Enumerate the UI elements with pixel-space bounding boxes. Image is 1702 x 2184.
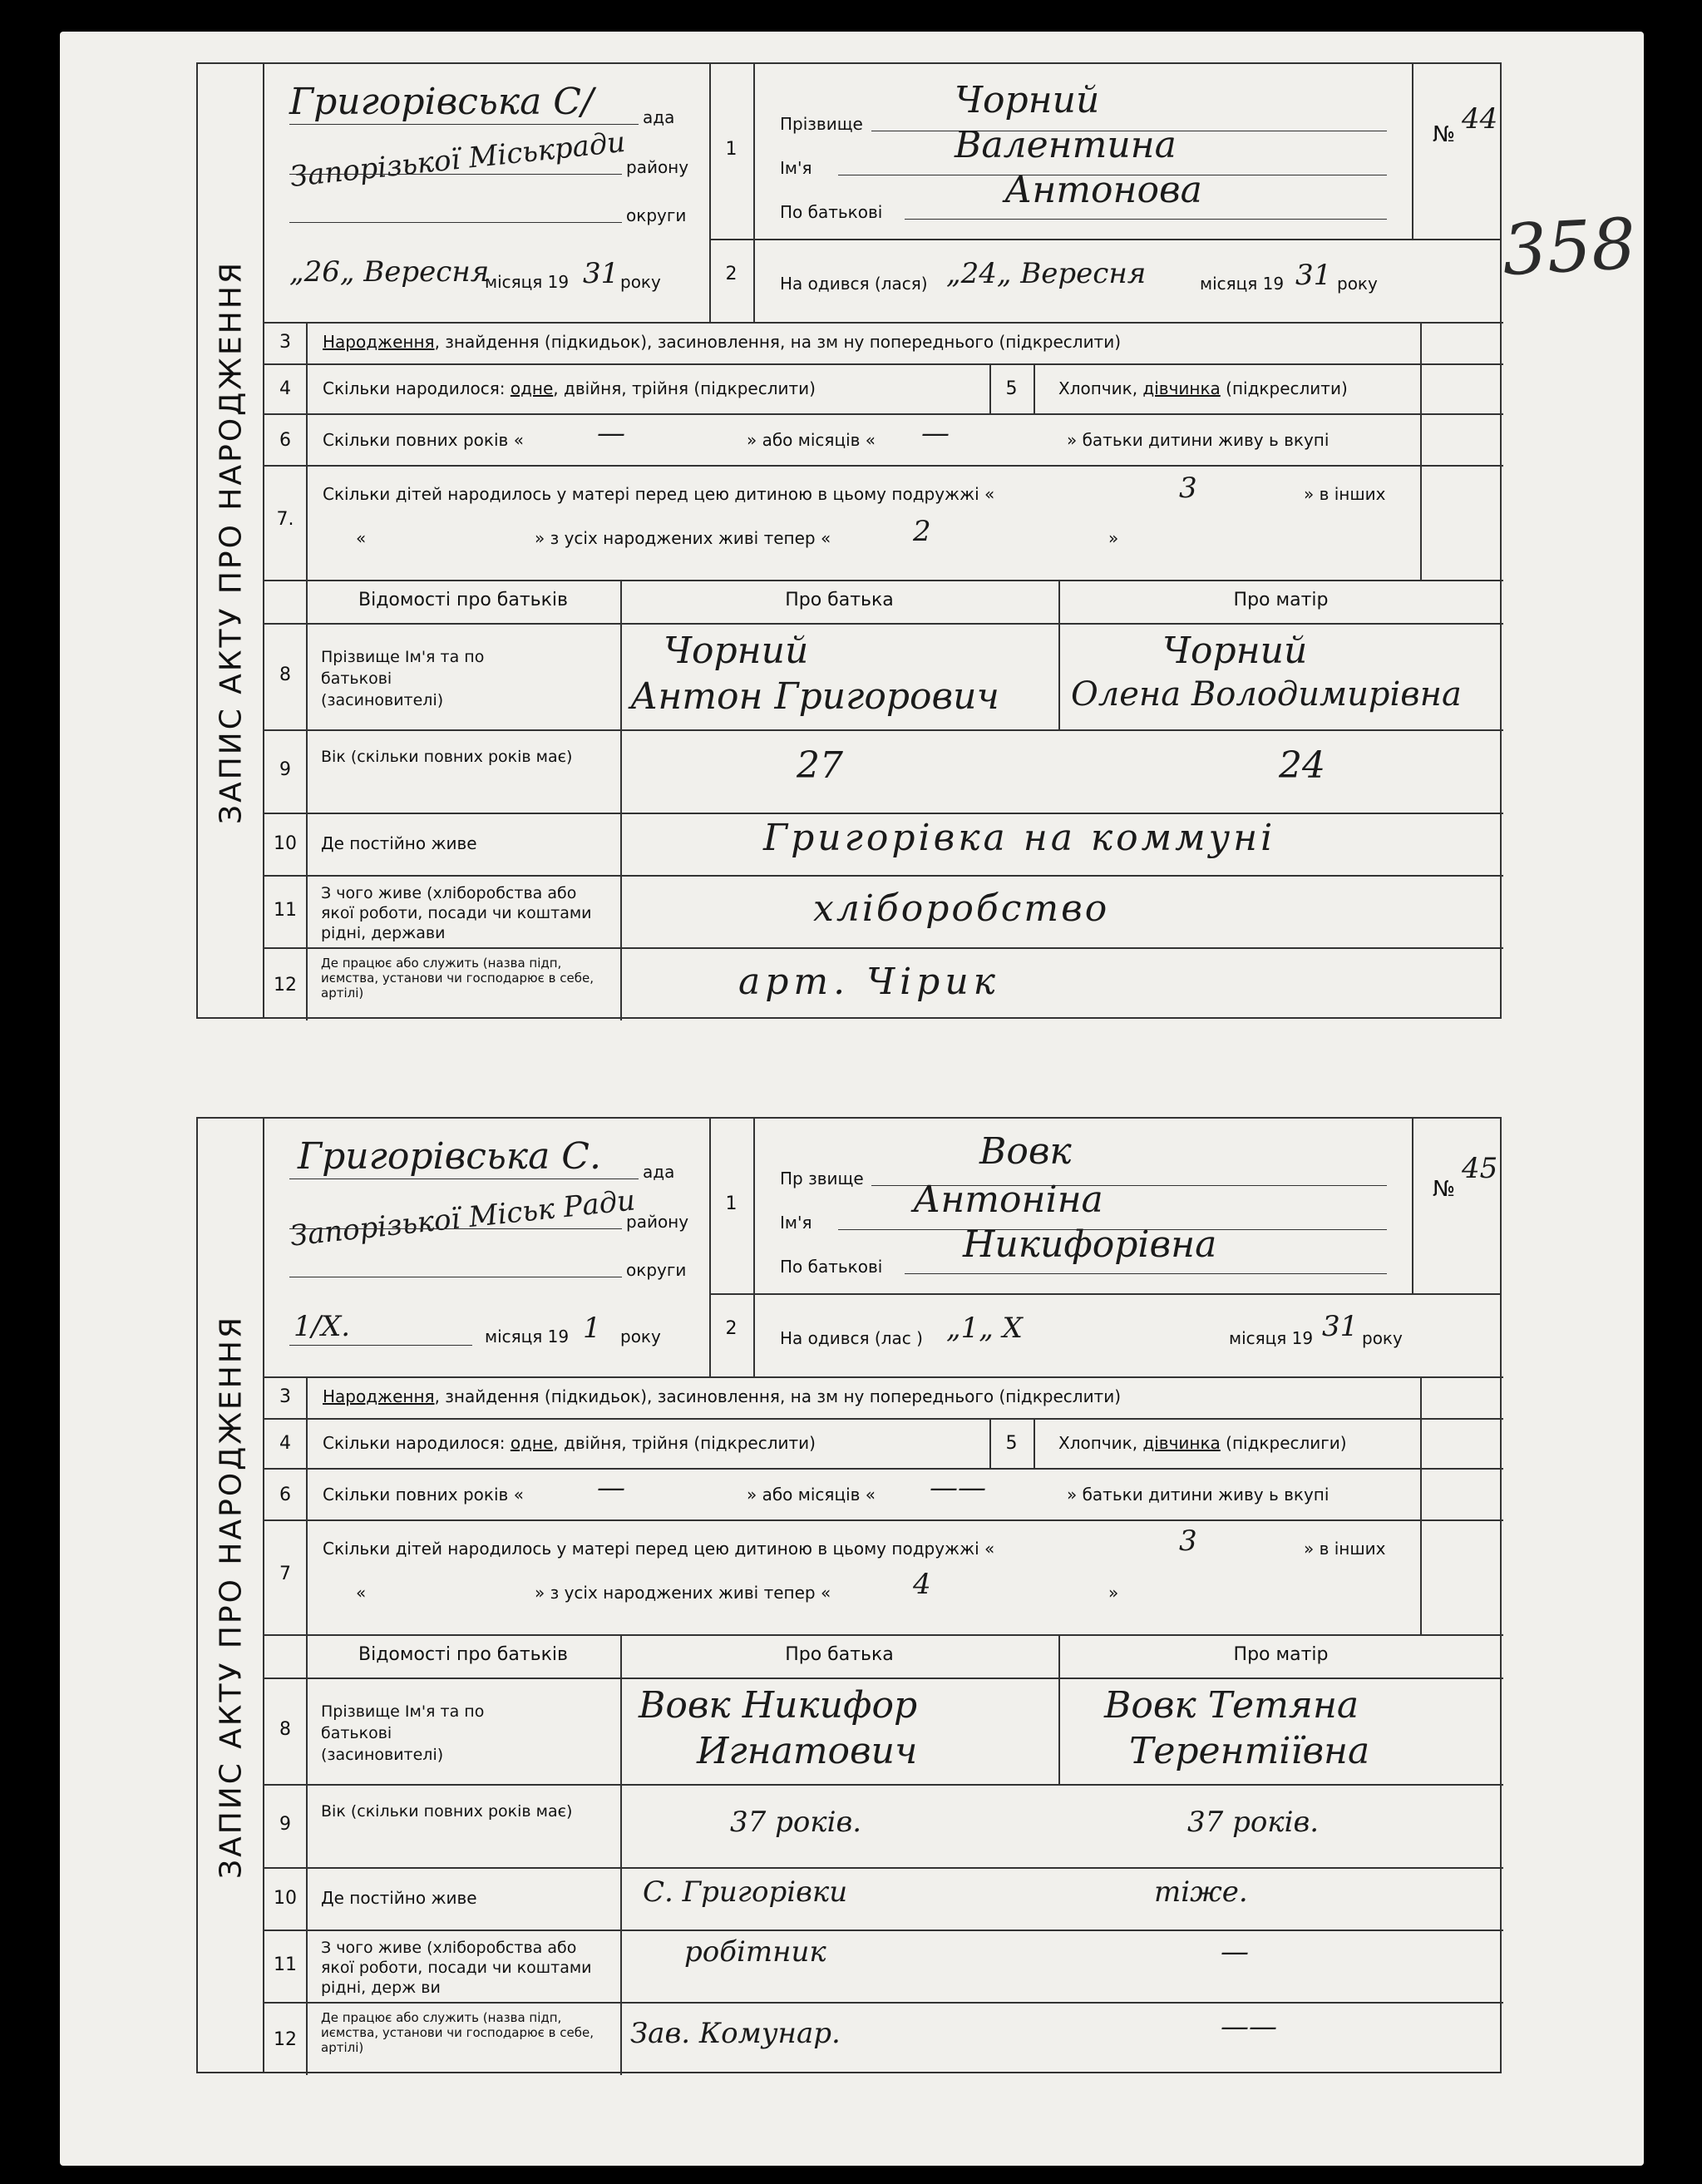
child-name: Валентина (955, 124, 1177, 166)
mother-column-header: Про матір (1233, 1644, 1329, 1665)
row-4-text: Скільки народилося: одне, двійня, трійня (підкреслити) (323, 378, 816, 398)
workplace-mother: —— (1221, 2010, 1277, 2043)
father-column-header: Про батька (785, 1644, 894, 1665)
mother-column-header: Про матір (1233, 590, 1329, 610)
row-7-tail2: » (1108, 528, 1119, 548)
name-label: Ім'я (780, 158, 812, 178)
name-label: Ім'я (780, 1213, 812, 1233)
reg-day: „26„ Вересня (289, 255, 490, 289)
row-number: 2 (725, 1318, 738, 1339)
children-this-marriage: 3 (1179, 1524, 1197, 1558)
row-7-line2b: » з усіх народжених живі тепер « (535, 528, 831, 548)
surname-label: Прізвище (780, 114, 863, 134)
row-6-text-a: Скільки повних років « (323, 1485, 524, 1505)
row-number: 11 (274, 900, 297, 921)
children-this-marriage: 3 (1179, 472, 1197, 505)
row-number: 4 (279, 378, 291, 399)
record-number-label: № (1433, 1177, 1456, 1202)
row-7-line1: Скільки дітей народилось у матері перед цею дитиною в цьому подружжі « (323, 1539, 995, 1559)
child-surname: Чорний (955, 79, 1100, 121)
row-6-text-a: Скільки повних років « (323, 430, 524, 450)
mother-age: 37 років. (1187, 1806, 1320, 1839)
reg-year-label: року (620, 272, 661, 292)
vertical-title: ЗАПИС АКТУ ПРО НАРОДЖЕННЯ (214, 1315, 249, 1879)
name-label-parents: Прізвище Ім'я та по батькові (засиновителі) (321, 648, 485, 709)
record-grid (263, 1117, 1502, 2073)
born-label: На одився (лас ) (780, 1328, 923, 1348)
page-number-stamp: 358 (1500, 202, 1638, 292)
parents-info-header: Відомості про батьків (358, 590, 568, 610)
row-6-text-b: » або місяців « (747, 1485, 876, 1505)
father-age: 27 (797, 744, 843, 787)
father-name: Антон Григорович (630, 675, 999, 718)
rada-suffix: ада (643, 107, 675, 127)
vertical-title-box (196, 62, 263, 1019)
patronymic-label: По батькові (780, 202, 883, 222)
rada-value: Григорівська С/ (289, 81, 594, 123)
years-together: — (597, 1471, 625, 1505)
child-patronymic: Никифорівна (963, 1223, 1217, 1266)
row-number: 5 (1005, 1433, 1018, 1454)
raion-label: району (626, 1212, 689, 1232)
residence-mother: тіже. (1154, 1875, 1248, 1909)
vertical-title: ЗАПИС АКТУ ПРО НАРОДЖЕННЯ (214, 260, 249, 824)
patronymic-label: По батькові (780, 1257, 883, 1277)
row-number: 12 (274, 975, 297, 996)
reg-year-label: року (620, 1327, 661, 1346)
row-number: 11 (274, 1954, 297, 1975)
workplace-label: Де працює або служить (назва підп, иємства, установи чи господарює в себе, артілі) (321, 956, 594, 1001)
child-surname: Вовк (979, 1130, 1072, 1173)
row-7-line1: Скільки дітей народилось у матері перед цею дитиною в цьому подружжі « (323, 484, 995, 504)
workplace: Зав. Комунар. (630, 2017, 841, 2050)
row-5-text: Хлопчик, дівчинка (підкреслити) (1058, 378, 1348, 398)
reg-month-label: місяця 19 (485, 272, 570, 292)
row-3-text: Народження, знайдення (підкидьок), засиновлення, на зм ну попереднього (підкреслити) (323, 1386, 1122, 1406)
father-name: Игнатович (697, 1730, 918, 1772)
surname-label: Пр звище (780, 1169, 864, 1188)
row-4-text: Скільки народилося: одне, двійня, трійня (підкреслити) (323, 1433, 816, 1453)
row-number: 9 (279, 759, 291, 780)
mother-surname: Чорний (1162, 630, 1308, 672)
years-together: — (597, 417, 625, 450)
born-year-label: року (1362, 1328, 1403, 1348)
row-number: 1 (725, 139, 738, 160)
residence-label: Де постійно живе (321, 833, 477, 853)
born-year-label: року (1337, 274, 1378, 294)
mother-age: 24 (1279, 744, 1325, 787)
row-6-text-b: » або місяців « (747, 430, 876, 450)
reg-year: 1 (583, 1312, 601, 1345)
children-alive: 4 (913, 1568, 931, 1601)
okruha-label: округи (626, 1260, 687, 1280)
row-number: 1 (725, 1193, 738, 1214)
row-number: 8 (279, 665, 291, 685)
row-number: 2 (725, 264, 738, 284)
born-date: „1„ X (946, 1312, 1023, 1345)
row-3-text: Народження, знайдення (підкидьок), засиновлення, на зм ну попереднього (підкреслити) (323, 332, 1122, 352)
reg-month-label: місяця 19 (485, 1327, 570, 1346)
mother-surname: Вовк Тетяна (1104, 1684, 1359, 1727)
born-month-label: місяця 19 (1200, 274, 1285, 294)
father-age: 37 років. (730, 1806, 862, 1839)
born-date: „24„ Вересня (946, 257, 1147, 290)
birth-record (196, 62, 1502, 1027)
months-together: — (921, 417, 950, 450)
age-label: Вік (скільки повних років має) (321, 748, 573, 766)
row-6-text-c: » батьки дитини живу ь вкупі (1067, 1485, 1330, 1505)
raion-value: Запорізької Міськради (289, 125, 627, 195)
record-number: 45 (1462, 1152, 1498, 1185)
vertical-title-box (196, 1117, 263, 2073)
name-label-parents: Прізвище Ім'я та по батькові (засиновителі) (321, 1702, 485, 1764)
row-number: 7. (276, 509, 294, 530)
row-7-line2a: « (356, 1583, 367, 1603)
occupation: хліборобство (813, 887, 1110, 930)
children-alive: 2 (913, 515, 931, 548)
row-number: 9 (279, 1814, 291, 1835)
occupation-label: З чого живе (хліборобства або якої роботи, посади чи коштами рідні, держави (321, 884, 592, 942)
raion-label: району (626, 157, 689, 177)
born-year: 31 (1295, 259, 1332, 292)
raion-value: Запорізької Міськ Ради (289, 1183, 637, 1253)
rada-value: Григорівська С. (298, 1135, 601, 1178)
record-number: 44 (1462, 102, 1498, 136)
record-number-label: № (1433, 122, 1456, 147)
reg-year: 31 (583, 257, 619, 290)
rada-suffix: ада (643, 1162, 675, 1182)
row-7-tail2: » (1108, 1583, 1119, 1603)
row-number: 10 (274, 1888, 297, 1909)
row-number: 6 (279, 1485, 291, 1505)
father-column-header: Про батька (785, 590, 894, 610)
occupation-label: З чого живе (хліборобства або якої роботи, посади чи коштами рідні, держ ви (321, 1939, 592, 1997)
record-grid (263, 62, 1502, 1019)
row-7-line2a: « (356, 528, 367, 548)
parents-info-header: Відомості про батьків (358, 1644, 568, 1665)
age-label: Вік (скільки повних років має) (321, 1802, 573, 1821)
reg-day: 1/X. (294, 1310, 351, 1343)
residence-label: Де постійно живе (321, 1888, 477, 1908)
row-number: 10 (274, 833, 297, 854)
row-number: 3 (279, 1386, 291, 1407)
row-7-tail1: » в інших (1304, 484, 1386, 504)
row-number: 3 (279, 332, 291, 353)
months-together: —— (930, 1471, 986, 1505)
row-number: 6 (279, 430, 291, 451)
row-6-text-c: » батьки дитини живу ь вкупі (1067, 430, 1330, 450)
row-number: 12 (274, 2029, 297, 2050)
row-5-text: Хлопчик, дівчинка (підкреслиги) (1058, 1433, 1347, 1453)
row-7-line2b: » з усіх народжених живі тепер « (535, 1583, 831, 1603)
residence: Григорівка на коммуні (763, 817, 1276, 859)
okruha-label: округи (626, 205, 687, 225)
occupation-mother: — (1221, 1935, 1249, 1969)
born-month-label: місяця 19 (1229, 1328, 1314, 1348)
workplace: арт. Чірик (738, 961, 1000, 1003)
child-name: Антоніна (913, 1178, 1103, 1221)
father-surname: Вовк Никифор (639, 1684, 918, 1727)
father-surname: Чорний (664, 630, 809, 672)
mother-name: Терентіївна (1129, 1730, 1370, 1772)
mother-name: Олена Володимирівна (1071, 675, 1462, 714)
row-number: 8 (279, 1719, 291, 1740)
birth-record (196, 1117, 1502, 2082)
child-patronymic: Антонова (1004, 169, 1202, 211)
born-year: 31 (1322, 1310, 1359, 1343)
row-number: 4 (279, 1433, 291, 1454)
row-7-tail1: » в інших (1304, 1539, 1386, 1559)
born-label: На одився (лася) (780, 274, 928, 294)
workplace-label: Де працює або служить (назва підп, иємства, установи чи господарює в себе, артілі) (321, 2010, 594, 2055)
residence: С. Григорівки (643, 1875, 848, 1909)
row-number: 7 (279, 1564, 291, 1584)
row-number: 5 (1005, 378, 1018, 399)
occupation: робітник (684, 1935, 826, 1969)
